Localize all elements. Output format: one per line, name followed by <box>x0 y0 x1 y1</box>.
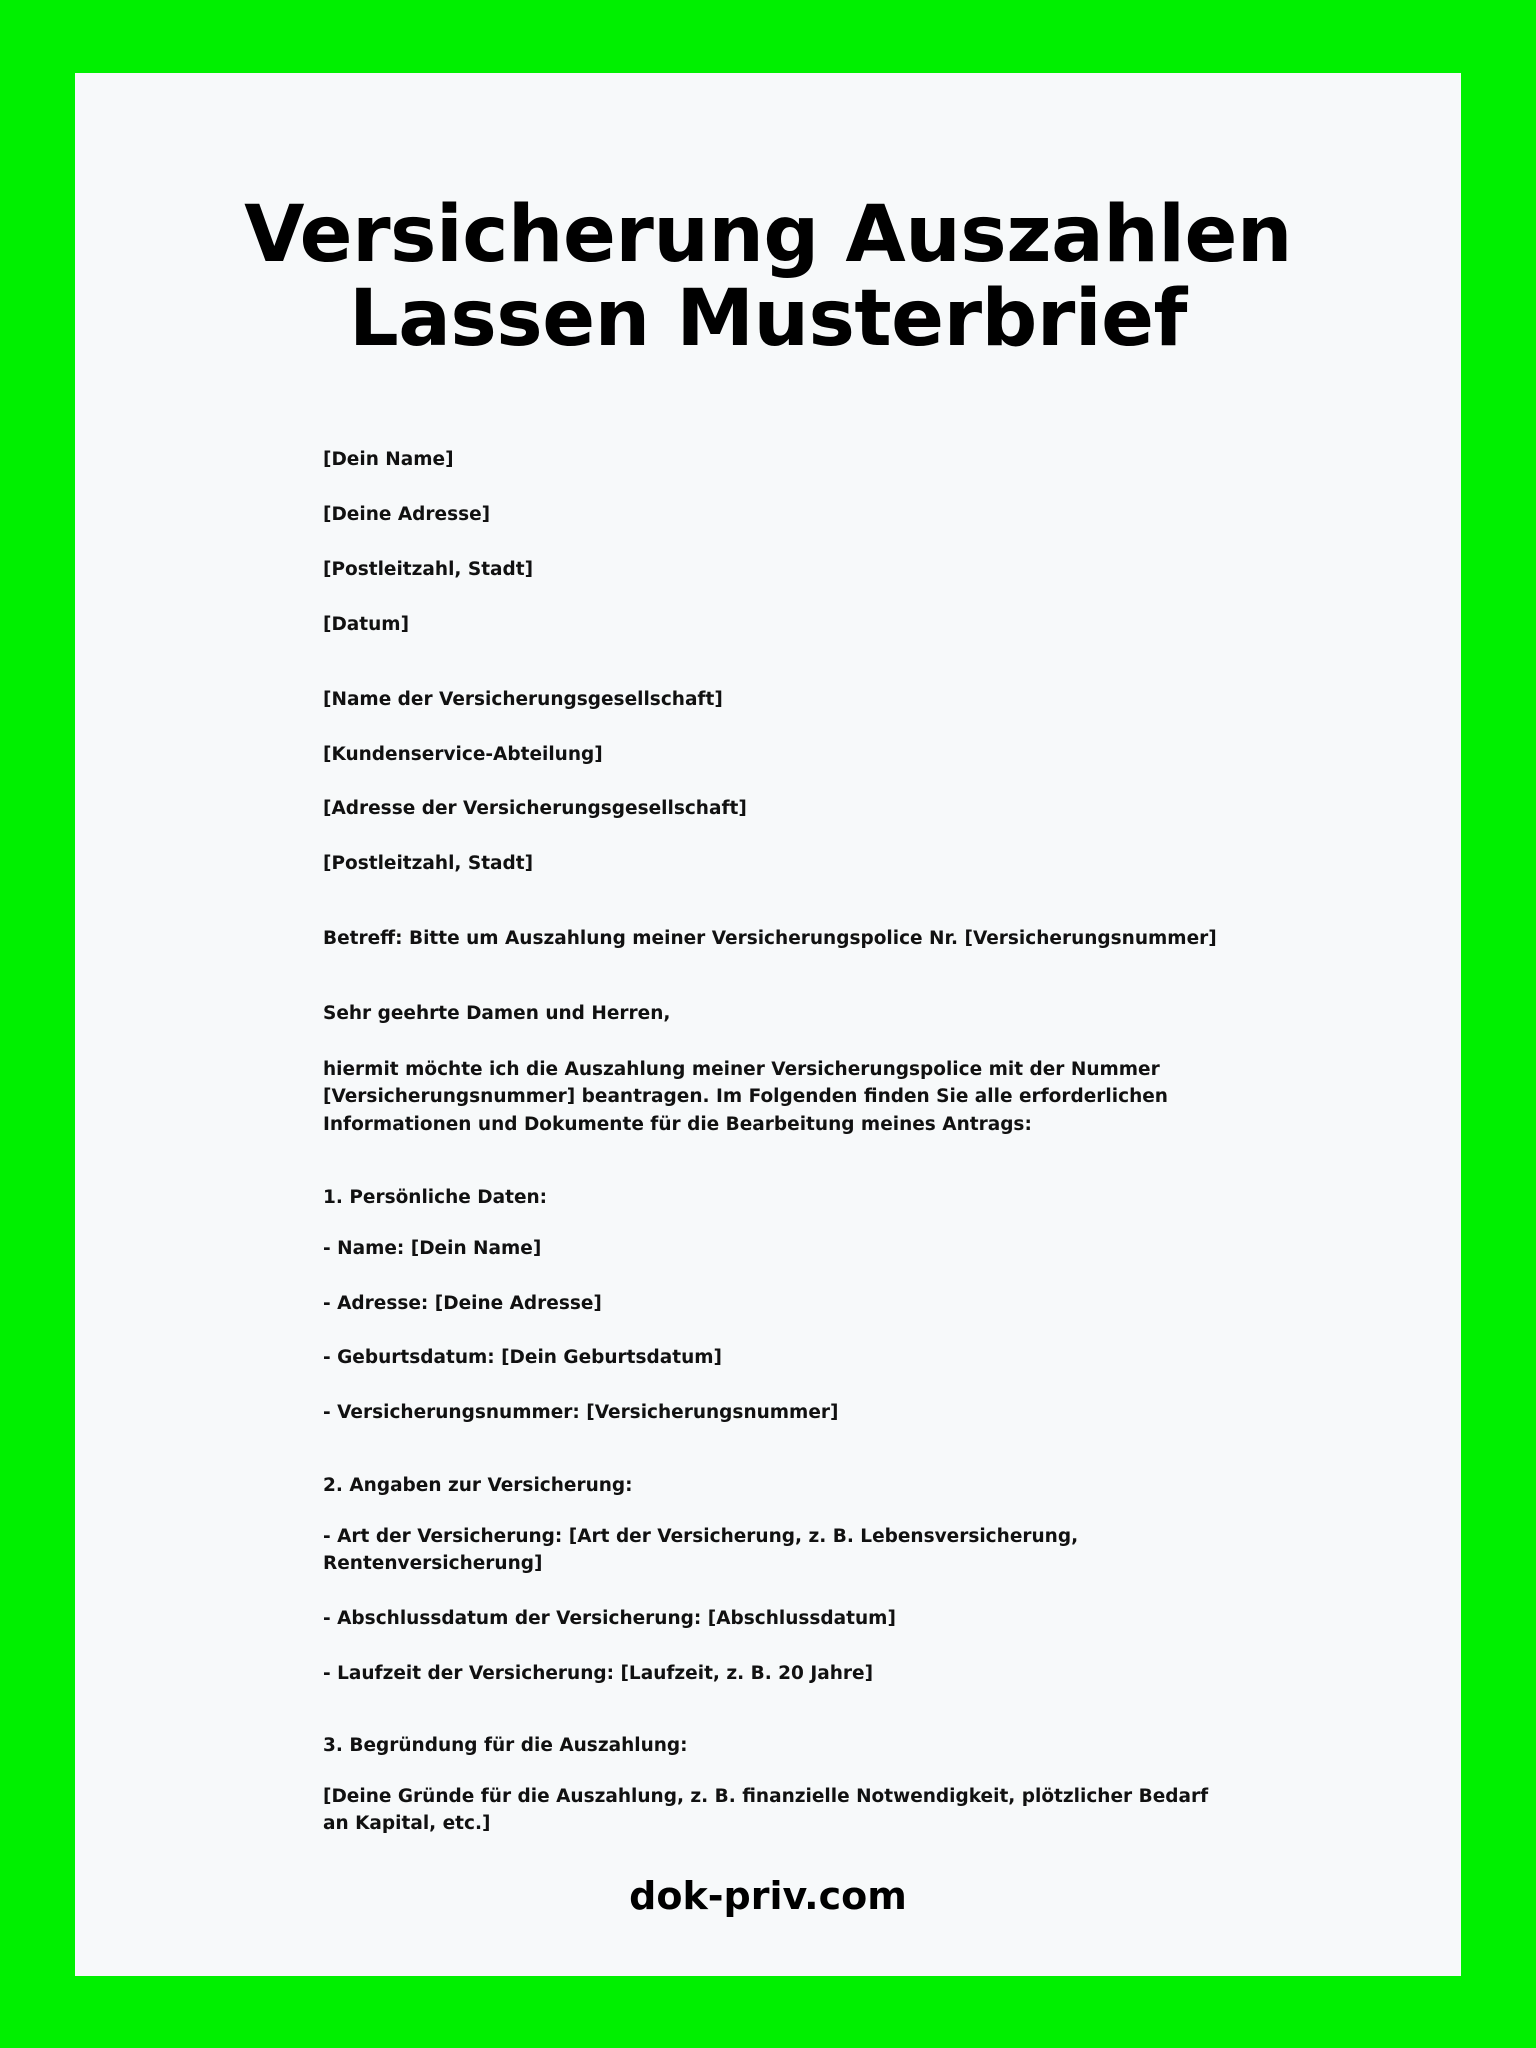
section-item: - Art der Versicherung: [Art der Versicherung, z. B. Lebensversicherung, Rentenversicherung] <box>323 1526 1079 1574</box>
sender-line: [Deine Adresse] <box>323 504 491 526</box>
section-item: - Geburtsdatum: [Dein Geburtsdatum] <box>323 1347 723 1369</box>
sender-line: [Datum] <box>323 613 410 635</box>
sender-line: [Dein Name] <box>323 449 454 471</box>
sender-block <box>323 447 1221 638</box>
subject-line: Betreff: Bitte um Auszahlung meiner Versicherungspolice Nr. [Versicherungsnummer] <box>323 927 1217 949</box>
intro-paragraph: hiermit möchte ich die Auszahlung meiner Versicherungspolice mit der Nummer [Versicherungsnummer] beantragen. Im Folgenden finden Sie alle erforderlichen Informationen und Dokumente für die Bearbeitung meines Antrags: <box>323 1058 1168 1136</box>
letter-body <box>75 361 1461 1838</box>
section-heading: 2. Angaben zur Versicherung: <box>323 1475 633 1497</box>
recipient-line: [Adresse der Versicherungsgesellschaft] <box>323 798 747 820</box>
document-page <box>75 73 1461 1976</box>
section-item: [Deine Gründe für die Auszahlung, z. B. finanzielle Notwendigkeit, plötzlicher Bedarf an Kapital, etc.] <box>323 1786 1209 1835</box>
page-title: Versicherung Auszahlen Lassen Musterbrief <box>244 190 1292 365</box>
section-item: - Name: [Dein Name] <box>323 1237 542 1259</box>
section-personal-data <box>323 1187 1221 1427</box>
section-item: - Adresse: [Deine Adresse] <box>323 1292 602 1314</box>
section-reason <box>323 1735 1221 1838</box>
section-item: - Laufzeit der Versicherung: [Laufzeit, z. B. 20 Jahre] <box>323 1662 874 1684</box>
section-item: - Versicherungsnummer: [Versicherungsnummer] <box>323 1402 839 1424</box>
section-heading: 1. Persönliche Daten: <box>323 1186 548 1208</box>
site-watermark: dok-priv.com <box>629 1874 907 1918</box>
recipient-line: [Name der Versicherungsgesellschaft] <box>323 688 723 710</box>
section-insurance-details <box>323 1475 1221 1687</box>
section-heading: 3. Begründung für die Auszahlung: <box>323 1735 688 1757</box>
recipient-line: [Postleitzahl, Stadt] <box>323 853 534 875</box>
recipient-line: [Kundenservice-Abteilung] <box>323 743 603 765</box>
recipient-block <box>323 687 1221 878</box>
sender-line: [Postleitzahl, Stadt] <box>323 559 534 581</box>
salutation: Sehr geehrte Damen und Herren, <box>323 1002 671 1024</box>
section-item: - Abschlussdatum der Versicherung: [Abschlussdatum] <box>323 1607 896 1629</box>
